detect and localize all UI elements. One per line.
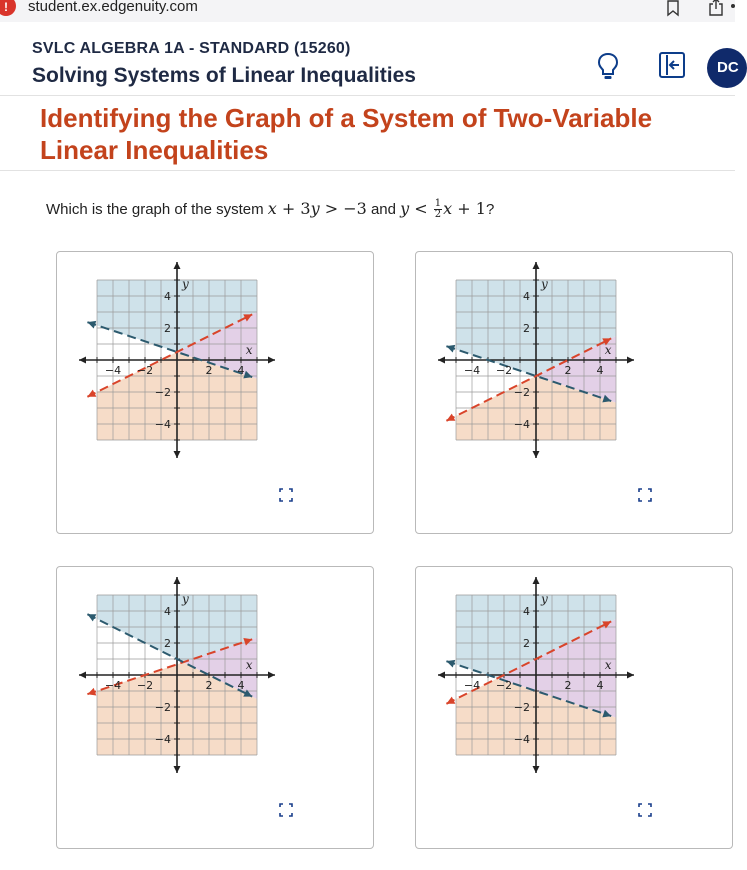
bookmark-icon[interactable] (667, 0, 679, 16)
y-axis-arrow-down (533, 451, 540, 458)
x-tick-label: −2 (495, 364, 513, 377)
y-tick-label: 2 (164, 322, 171, 335)
y-axis-label: y (182, 277, 189, 291)
fraction-one-half: $\frac{1}{2}$ (434, 198, 442, 220)
lesson-title: Solving Systems of Linear Inequalities (32, 64, 416, 87)
question-text (46, 199, 494, 220)
answer-option-d[interactable] (415, 566, 733, 849)
x-axis-arrow-right (627, 357, 634, 364)
blue-boundary-line-arrow (87, 321, 96, 329)
course-name: SVLC ALGEBRA 1A - STANDARD (15260) (32, 40, 351, 57)
y-tick-label: 4 (523, 290, 530, 303)
x-axis-arrow-left (79, 357, 86, 364)
x-tick-label: 4 (596, 679, 604, 692)
x-axis-label: x (245, 658, 253, 672)
y-tick-label: 2 (523, 322, 530, 335)
blue-boundary-line-arrow (446, 660, 455, 668)
browser-bar (0, 0, 735, 22)
x-tick-label: −4 (104, 364, 122, 377)
x-tick-label: −4 (463, 679, 481, 692)
graph-option-a (97, 277, 297, 480)
x-axis-arrow-left (438, 672, 445, 679)
x-tick-label: 2 (205, 364, 213, 377)
x-axis-arrow-left (79, 672, 86, 679)
share-icon[interactable] (708, 0, 724, 16)
y-axis-arrow-down (174, 451, 181, 458)
x-axis-label: x (604, 658, 612, 672)
header-divider (0, 95, 735, 96)
user-avatar[interactable]: DC (707, 48, 747, 88)
x-axis-arrow-left (438, 357, 445, 364)
y-tick-label: −4 (513, 418, 530, 431)
lightbulb-icon[interactable] (596, 52, 620, 82)
y-axis-arrow-up (174, 262, 181, 269)
x-tick-label: 2 (564, 364, 572, 377)
x-axis-label: x (245, 343, 253, 357)
select-box-icon[interactable] (279, 803, 293, 817)
x-tick-label: −2 (136, 679, 154, 692)
select-box-icon[interactable] (638, 803, 652, 817)
y-tick-label: 2 (164, 637, 171, 650)
y-tick-label: −4 (154, 733, 171, 746)
x-axis-arrow-right (627, 672, 634, 679)
question-connector: and (370, 201, 396, 218)
orange-boundary-line-arrow (87, 688, 96, 696)
y-axis-arrow-down (174, 766, 181, 773)
y-tick-label: −4 (513, 733, 530, 746)
y-axis-label: y (182, 592, 189, 606)
answer-option-a[interactable] (56, 251, 374, 534)
address-bar-url[interactable]: student.ex.edgenuity.com (28, 0, 198, 15)
y-tick-label: −4 (154, 418, 171, 431)
inequality-1: x + 3y > −3 (267, 199, 367, 218)
answer-option-c[interactable] (56, 566, 374, 849)
y-axis-label: y (541, 592, 548, 606)
y-axis-arrow-down (533, 766, 540, 773)
x-tick-label: −2 (136, 364, 154, 377)
x-axis-label: x (604, 343, 612, 357)
more-icon[interactable] (731, 4, 735, 8)
x-tick-label: 2 (564, 679, 572, 692)
inequality-2: y < $\frac{1}{2}$ x + 1 (400, 198, 486, 220)
y-tick-label: 4 (523, 605, 530, 618)
exit-activity-icon[interactable] (657, 51, 687, 79)
y-tick-label: 2 (523, 637, 530, 650)
answer-option-b[interactable] (415, 251, 733, 534)
y-tick-label: −2 (154, 701, 171, 714)
x-tick-label: 4 (596, 364, 604, 377)
y-tick-label: −2 (154, 386, 171, 399)
graph-option-b (456, 277, 656, 480)
graph-option-c (97, 592, 297, 795)
y-axis-label: y (541, 277, 548, 291)
select-box-icon[interactable] (279, 488, 293, 502)
y-axis-arrow-up (533, 262, 540, 269)
y-axis-arrow-up (533, 577, 540, 584)
x-axis-arrow-right (268, 672, 275, 679)
y-tick-label: 4 (164, 605, 171, 618)
x-tick-label: −4 (463, 364, 481, 377)
x-tick-label: −2 (495, 679, 513, 692)
title-divider (0, 170, 735, 171)
x-tick-label: 4 (237, 679, 245, 692)
x-tick-label: −4 (104, 679, 122, 692)
x-tick-label: 4 (237, 364, 245, 377)
y-tick-label: −2 (513, 701, 530, 714)
y-tick-label: −2 (513, 386, 530, 399)
activity-title: Identifying the Graph of a System of Two-Variable Linear Inequalities (40, 103, 653, 165)
y-axis-arrow-up (174, 577, 181, 584)
graph-option-d (456, 592, 656, 795)
x-axis-arrow-right (268, 357, 275, 364)
select-box-icon[interactable] (638, 488, 652, 502)
y-tick-label: 4 (164, 290, 171, 303)
question-prefix: Which is the graph of the system (46, 201, 264, 218)
blue-boundary-line-arrow (446, 345, 455, 353)
question-suffix: ? (485, 201, 495, 218)
alert-icon[interactable]: ! (0, 0, 16, 16)
x-tick-label: 2 (205, 679, 213, 692)
